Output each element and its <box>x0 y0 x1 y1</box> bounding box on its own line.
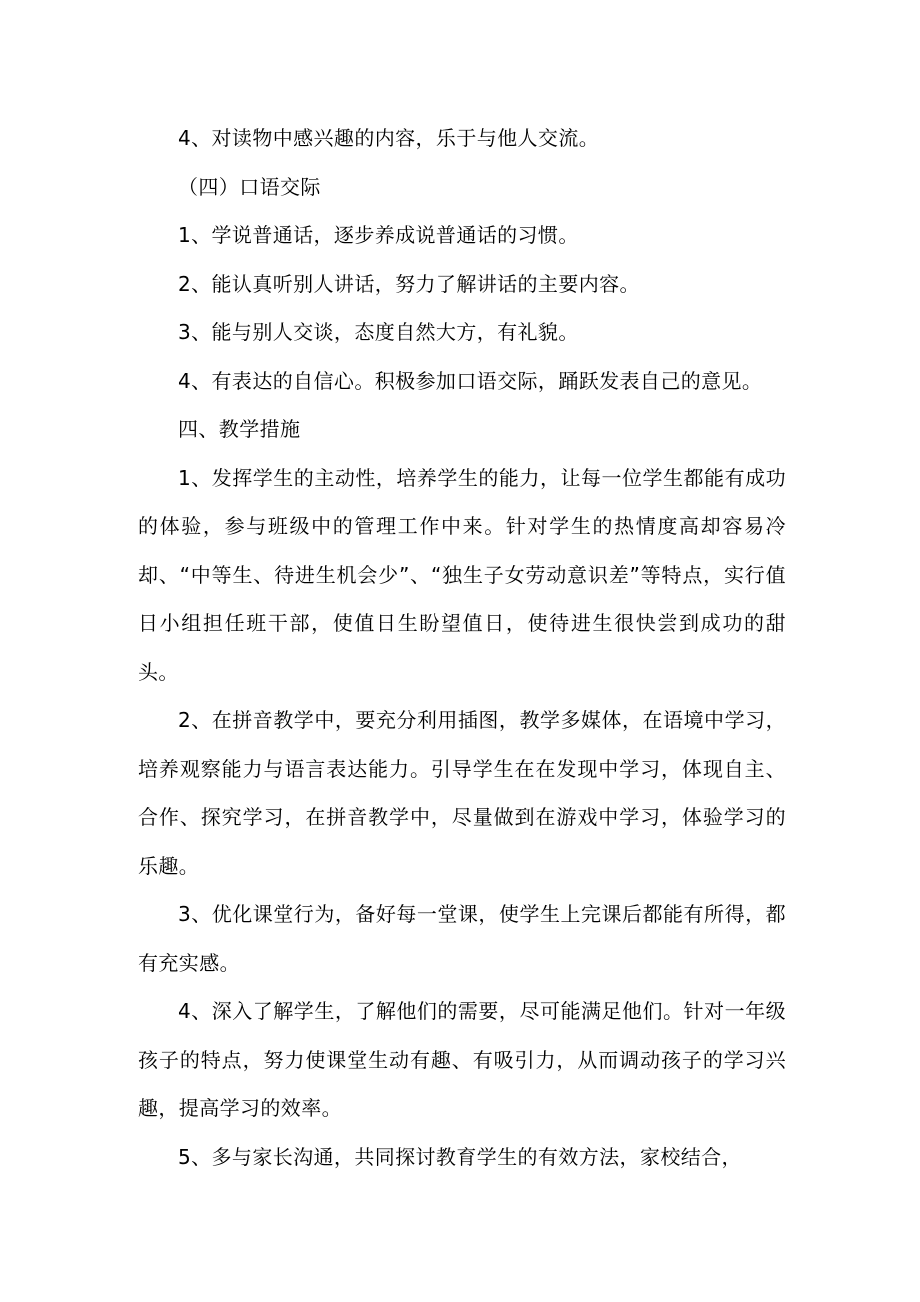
paragraph-measure-4: 4、深入了解学生，了解他们的需要，尽可能满足他们。针对一年级孩子的特点，努力使课堂生动有趣、有吸引力，从而调动孩子的学习兴趣，提高学习的效率。 <box>138 999 786 1120</box>
paragraph-oral-2: 2、能认真听别人讲话，努力了解讲话的主要内容。 <box>178 271 640 296</box>
paragraph-measure-1: 1、发挥学生的主动性，培养学生的能力，让每一位学生都能有成功的体验，参与班级中的管理工作中来。针对学生的热情度高却容易冷却、“中等生、待进生机会少”、“独生子女劳动意识差”等特点，实行值日小组担任班干部，使值日生盼望值日，使待进生很快尝到成功的甜头。 <box>138 465 786 684</box>
heading-oral-communication: （四）口语交际 <box>178 174 321 199</box>
document-body <box>138 114 786 1181</box>
paragraph-measure-2: 2、在拼音教学中，要充分利用插图，教学多媒体，在语境中学习，培养观察能力与语言表达能力。引导学生在在发现中学习，体现自主、合作、探究学习，在拼音教学中，尽量做到在游戏中学习，体验学习的乐趣。 <box>138 708 786 878</box>
paragraph-oral-1: 1、学说普通话，逐步养成说普通话的习惯。 <box>178 223 579 247</box>
paragraph-reading-exchange: 4、对读物中感兴趣的内容，乐于与他人交流。 <box>178 126 600 150</box>
paragraph-oral-4: 4、有表达的自信心。积极参加口语交际，踊跃发表自己的意见。 <box>178 368 763 393</box>
paragraph-oral-3: 3、能与别人交谈，态度自然大方，有礼貌。 <box>178 320 579 344</box>
paragraph-measure-3: 3、优化课堂行为，备好每一堂课，使学生上完课后都能有所得，都有充实感。 <box>138 902 786 975</box>
heading-teaching-measures: 四、教学措施 <box>178 417 301 441</box>
paragraph-measure-5: 5、多与家长沟通，共同探讨教育学生的有效方法，家校结合， <box>178 1144 742 1169</box>
